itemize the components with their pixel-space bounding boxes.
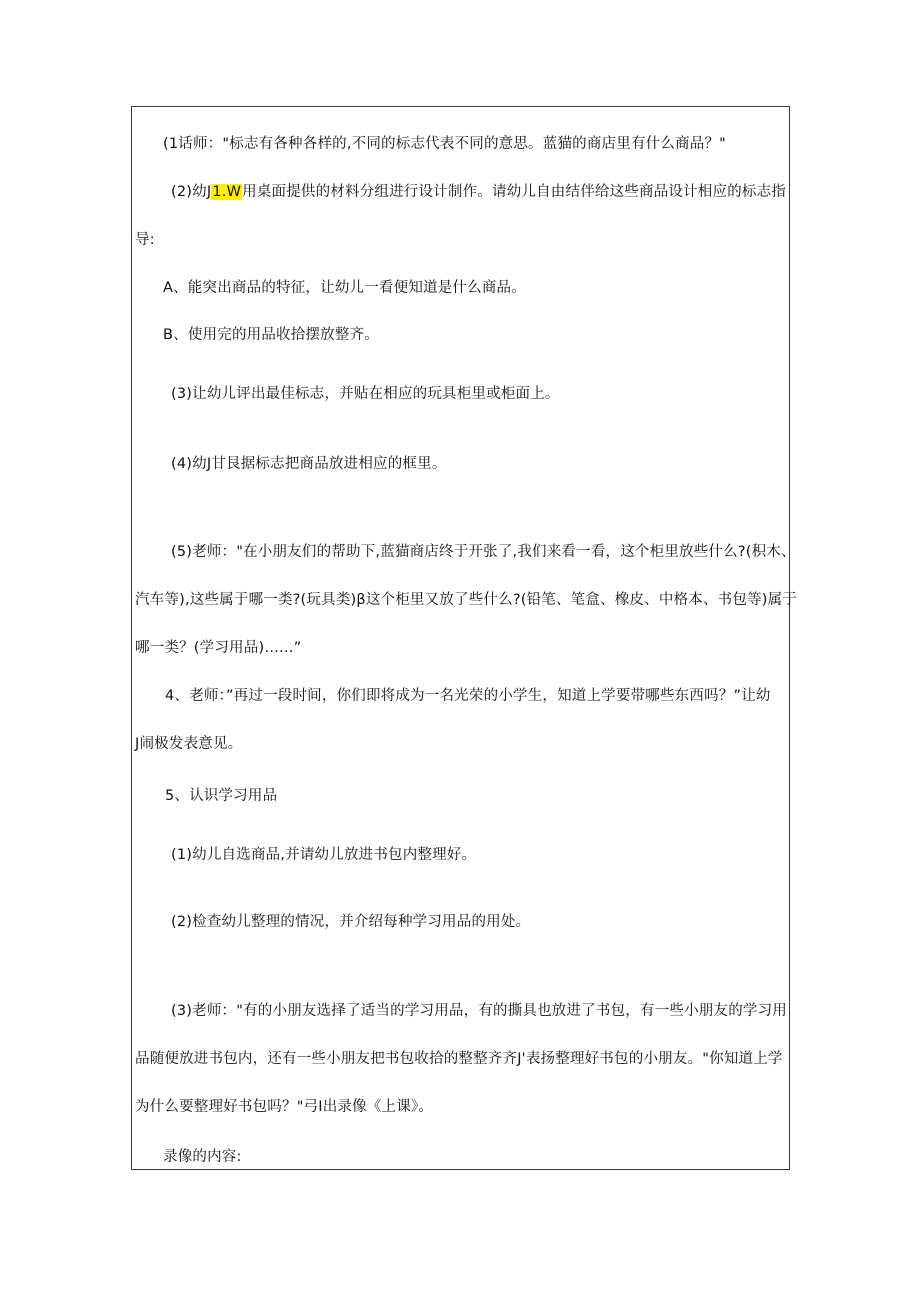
step-5-heading: 5、认识学习用品 bbox=[165, 788, 278, 804]
paragraph-1-line-1: (1话师："标志有各种各样的,不同的标志代表不同的意思。蓝猫的商店里有什么商品？" bbox=[163, 136, 727, 152]
paragraph-2-line-1 bbox=[171, 182, 786, 202]
step-5-item-1: (1)幼儿自选商品,并请幼儿放进书包内整理好。 bbox=[171, 847, 477, 863]
paragraph-5-line-2: 汽车等),这些属于哪一类?(玩具类)β这个柜里又放了些什么?(铅笔、笔盒、橡皮、中格本、书包等)属于 bbox=[135, 592, 798, 608]
paragraph-2-rest: 用桌面提供的材料分组进行设计制作。请幼儿自由结伴给这些商品设计相应的标志指 bbox=[242, 184, 787, 200]
highlighted-text: 1.W bbox=[212, 184, 242, 200]
step-5-item-3-line-1: (3)老师："有的小朋友选择了适当的学习用品，有的撕具也放进了书包，有一些小朋友的学习用 bbox=[171, 1003, 788, 1019]
paragraph-2-prefix: (2)幼J bbox=[171, 184, 212, 200]
document-frame bbox=[131, 106, 798, 1170]
paragraph-5-line-1: (5)老师："在小朋友们的帮助下,蓝猫商店终于开张了,我们来看一看，这个柜里放些什么?(积木、 bbox=[171, 544, 796, 560]
step-5-item-3-line-2: 品随便放进书包内，还有一些小朋友把书包收拾的整整齐齐J'表扬整理好书包的小朋友。"你知道上学 bbox=[135, 1051, 783, 1067]
paragraph-4: (4)幼J甘艮据标志把商品放进相应的框里。 bbox=[171, 456, 447, 472]
item-b: B、使用完的用品收拾摆放整齐。 bbox=[163, 327, 379, 343]
step-5-item-3-line-3: 为什么要整理好书包吗？"弓I出录像《上课》。 bbox=[135, 1099, 434, 1115]
video-content-label: 录像的内容: bbox=[163, 1149, 242, 1165]
step-4-line-1: 4、老师：”再过一段时间，你们即将成为一名光荣的小学生，知道上学要带哪些东西吗？”让幼 bbox=[165, 688, 771, 704]
step-5-item-2: (2)检查幼儿整理的情况，并介绍每种学习用品的用处。 bbox=[171, 914, 531, 930]
item-a: A、能突出商品的特征，让幼儿一看便知道是什么商品。 bbox=[163, 280, 526, 296]
paragraph-2-line-2: 导: bbox=[135, 232, 155, 248]
paragraph-3: (3)让幼儿评出最佳标志，并贴在相应的玩具柜里或柜面上。 bbox=[171, 386, 560, 402]
step-4-line-2: J闹极发表意见。 bbox=[135, 736, 243, 752]
paragraph-5-line-3: 哪一类？(学习用品)……” bbox=[135, 640, 302, 656]
